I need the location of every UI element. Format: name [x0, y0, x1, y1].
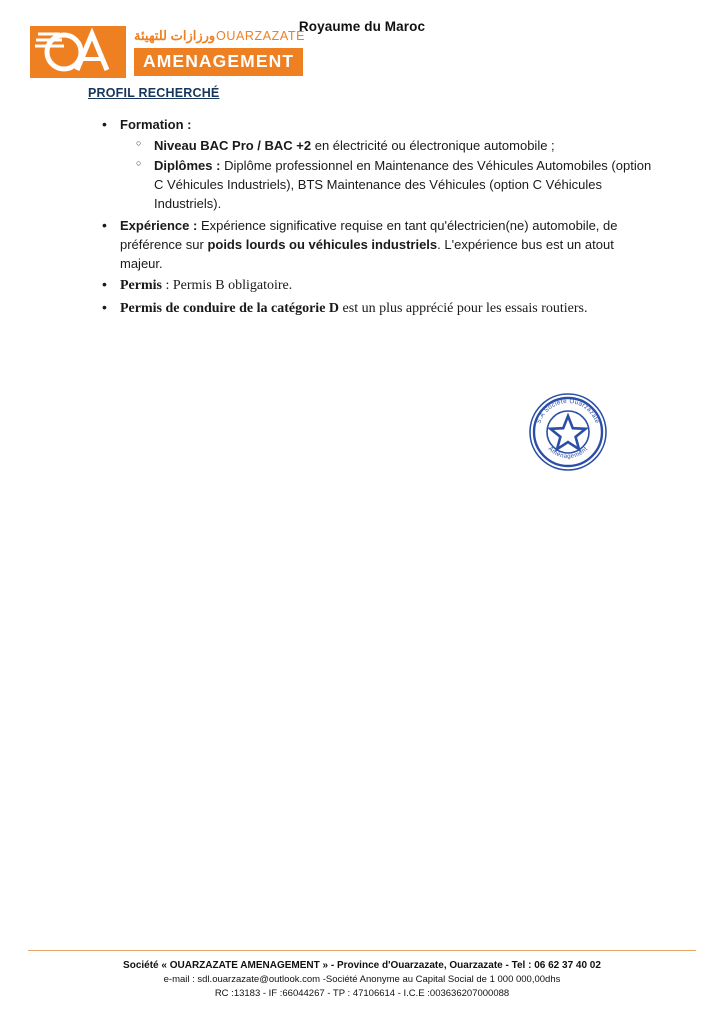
diplomes-label: Diplômes :: [154, 158, 221, 174]
logo-mark-icon: [30, 26, 126, 78]
footer-divider: [28, 950, 696, 951]
formation-sublist: [120, 136, 656, 213]
diplomes-text: Diplôme professionnel en Maintenance des Véhicules Automobiles (option C Véhicules Industriels), BTS Maintenance des Véhicules (option C Véhicules Industriels).: [154, 158, 652, 212]
experience-label: Expérience :: [120, 217, 198, 233]
experience-text-1: Expérience significative requise en tant qu'électricien(ne) automobile, de préférence sur: [120, 217, 618, 252]
document-header: [0, 0, 724, 96]
list-item-diplomes: [120, 156, 656, 213]
official-stamp: [527, 391, 609, 473]
permis-d-label: Permis de conduire de la catégorie D: [120, 301, 340, 317]
list-item-permis-d: [86, 298, 656, 320]
permis-label: Permis: [120, 277, 162, 293]
requirements-list: [86, 115, 656, 320]
profile-content: [86, 115, 656, 322]
experience-bold-text: poids lourds ou véhicules industriels: [207, 236, 438, 252]
section-title: PROFIL RECHERCHÉ: [88, 86, 220, 100]
list-item-formation: [86, 115, 656, 214]
permis-text: : Permis B obligatoire.: [161, 277, 293, 293]
document-footer: [0, 959, 724, 1000]
permis-d-text: est un plus apprécié pour les essais routiers.: [339, 301, 588, 317]
niveau-text: en électricité ou électronique automobile ;: [311, 138, 555, 154]
footer-line-3: RC :13183 - IF :66044267 - TP : 47106614 - I.C.E :003636207000088: [214, 987, 510, 999]
footer-line-1: Société « OUARZAZATE AMENAGEMENT » - Province d'Ouarzazate, Ouarzazate - Tel : 06 62 37 40 02: [123, 960, 601, 971]
svg-text:S.A Société Ouarzazate: S.A Société Ouarzazate: [535, 397, 601, 425]
list-item-experience: [86, 216, 656, 273]
list-item-niveau: [120, 136, 656, 155]
page-title: Royaume du Maroc: [298, 19, 426, 34]
experience-text-2: . L'expérience bus est un atout majeur.: [120, 236, 614, 271]
footer-line-2: e-mail : sdl.ouarzazate@outlook.com -Société Anonyme au Capital Social de 1 000 000,00dhs: [163, 974, 561, 986]
niveau-label: Niveau BAC Pro / BAC +2: [154, 138, 312, 154]
logo-arabic-text: ورزازات للتهيئة: [134, 28, 216, 43]
logo-amenagement-text: AMENAGEMENT: [134, 48, 303, 76]
logo-ouarzazate-text: OUARZAZATE: [216, 29, 306, 43]
formation-label: Formation :: [120, 117, 192, 132]
list-item-permis: [86, 275, 656, 297]
company-logo: [30, 26, 306, 82]
svg-text:Aménagement: Aménagement: [546, 445, 590, 461]
